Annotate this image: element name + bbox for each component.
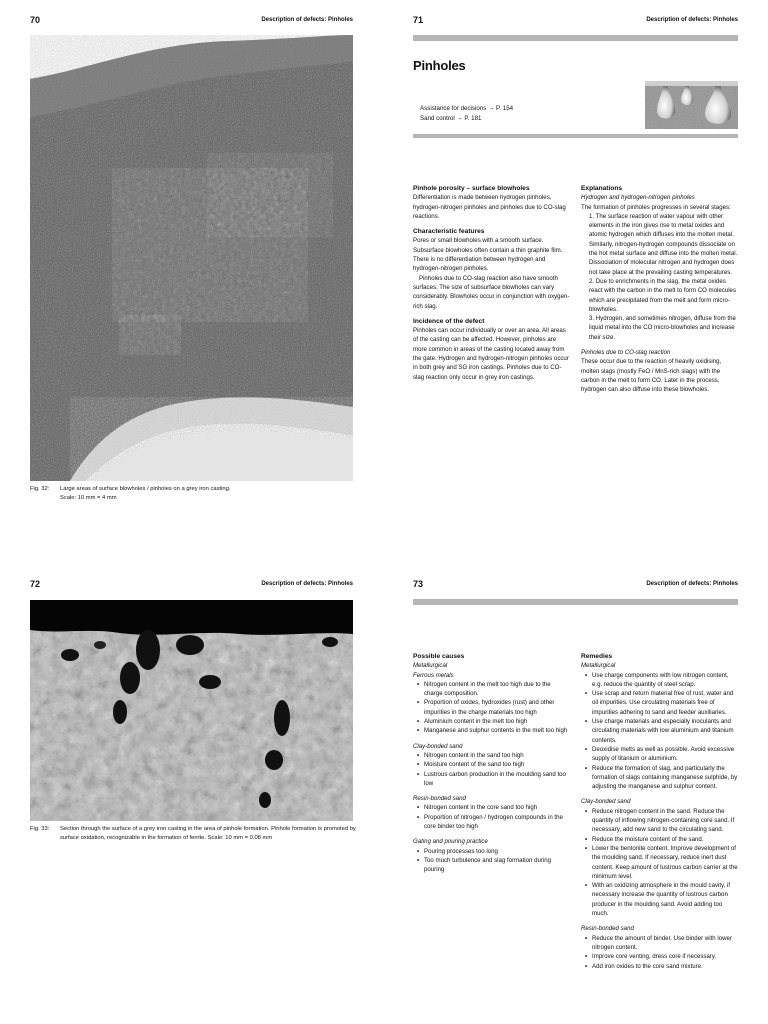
- list-item: • Lower the bentonite content. Improve development of the moulding sand. If necessary, reduce inert dust content. Keep amount of lustrous carbon carrier at the minimum level.: [592, 844, 738, 881]
- paragraph: Pinholes can occur individually or over an area. All areas of the casting can be affected. However, pinholes are more common in areas of the casting located away from the gate. Hydrogen and hydrogen-nitrogen pinholes occur in both grey and SG iron castings. Pinholes due to CO-slag reaction only occur in grey iron castings.: [413, 327, 569, 381]
- figure-32-photo: [30, 35, 353, 481]
- list-item: • Add iron oxides to the core sand mixture.: [592, 962, 738, 971]
- list-item: • Lustrous carbon production in the moulding sand too low: [424, 770, 570, 789]
- pinhole-porosity-column: [413, 184, 570, 382]
- figure-label: Fig. 33:: [30, 826, 50, 832]
- list-item: • Too much turbulence and slag formation during pouring: [424, 856, 570, 875]
- list-item: 2. Due to enrichments in the slag, the metal oxides react with the carbon in the melt to form CO molecules which are precipitated from the melt and form micro-blowholes.: [589, 277, 736, 313]
- running-head: Description of defects: Pinholes: [261, 17, 353, 23]
- list-item: • Nitrogen content in the melt too high due to the charge composition.: [424, 680, 570, 699]
- bullet-list: [581, 671, 738, 792]
- subheading: Hydrogen and hydrogen-nitrogen pinholes: [581, 194, 695, 202]
- subheading: Resin-bonded sand: [413, 795, 466, 803]
- list-item: • Moisture content of the sand too high: [424, 760, 570, 769]
- figure-32-caption: [30, 485, 360, 503]
- list-item: • Proportion of oxides, hydroxides (rust) and other impurities in the charge materials too high: [424, 698, 570, 717]
- list-item: • Use scrap and return material free of rust, water and oil impurities. Use circulating materials free of impurities adhering to sand and feeder auxiliaries.: [592, 689, 738, 717]
- list-item: • Aluminium content in the melt too high: [424, 717, 570, 726]
- list-item: 1. The surface reaction of water vapour with other elements in the iron gives rise to metal oxides and atomic hydrogen which diffuses into the molten metal. Similarly, nitrogen-hydrogen compounds dissociate on the hot metal surface and diffuse into the molten metal. Dissociation of molecular nitrogen and hydrogen does not take place at the prevailing casting temperatures.: [589, 212, 738, 276]
- bullet-list: [581, 934, 738, 971]
- list-item: • Nitrogen content in the core sand too high: [424, 803, 570, 812]
- section-heading: Pinhole porosity – surface blowholes: [413, 185, 530, 192]
- bullet-list: [413, 751, 570, 788]
- subheading: Pinholes due to CO-slag reaction: [581, 349, 671, 357]
- header-bar: [413, 35, 738, 41]
- bullet-list: [413, 803, 570, 831]
- figure-33-micrograph: [30, 600, 353, 821]
- running-head: Description of defects: Pinholes: [261, 581, 353, 587]
- explanations-column: [581, 184, 738, 395]
- list-item: • Manganese and sulphur contents in the melt too high: [424, 726, 570, 735]
- paragraph: Differentiation is made between hydrogen pinholes, hydrogen-nitrogen pinholes and pinholes due to CO-slag reactions.: [413, 194, 566, 220]
- paragraph: Pores or small blowholes with a smooth surface. Subsurface blowholes often contain a thin graphite film. There is no differentiation between hydrogen and hydrogen-nitrogen pinholes.: [413, 237, 563, 273]
- page-number: 72: [30, 579, 41, 589]
- bullet-list: [413, 680, 570, 736]
- running-head: Description of defects: Pinholes: [646, 581, 738, 587]
- subheading: Metallurgical: [581, 662, 616, 670]
- section-heading: Incidence of the defect: [413, 317, 485, 325]
- page-title: Pinholes: [413, 58, 466, 73]
- subheading: Clay-bonded sand: [413, 742, 463, 750]
- figure-33-caption: [30, 825, 375, 843]
- subheading: Gating and pouring practice: [413, 838, 488, 846]
- header-bar: [413, 599, 738, 605]
- page-number: 73: [413, 579, 424, 589]
- list-item: • Pouring processes too long: [424, 847, 570, 856]
- list-item: • Reduce nitrogen content in the sand. Reduce the quantity of inflowing nitrogen-containing core sand. If necessary, add new sand to the circulating sand.: [592, 807, 738, 835]
- list-item: • Use charge materials and especially inoculants and circulating materials with low aluminium and titanium contents.: [592, 717, 738, 745]
- section-heading: Characteristic features: [413, 228, 485, 236]
- list-item: • Reduce the formation of slag, and particularly the formation of slags containing manganese sulphide, by adjusting the manganese and sulphur content.: [592, 764, 738, 792]
- running-head: Description of defects: Pinholes: [646, 17, 738, 23]
- stage-list: [581, 212, 738, 342]
- pinhole-illustration: [645, 81, 738, 129]
- section-heading: Possible causes: [413, 653, 465, 660]
- list-item: 3. Hydrogen, and sometimes nitrogen, diffuse from the liquid metal into the CO micro-blowholes and increase their size.: [589, 315, 736, 341]
- caption-line: Scale: 10 mm = 4 mm: [60, 495, 117, 501]
- list-item: • Deoxidise melts as well as possible. Avoid excessive supply of titanium or aluminium.: [592, 745, 738, 764]
- header-bar-bottom: [413, 134, 738, 138]
- list-item: • Improve core venting, dress core if necessary.: [592, 952, 738, 961]
- paragraph: The formation of pinholes progresses in several stages:: [581, 203, 731, 211]
- list-item: • With an oxidizing atmosphere in the mould cavity, if necessary increase the quantity of lustrous carbon producer in the moulding sand. Avoid adding too much.: [592, 881, 738, 918]
- page-number: 71: [413, 15, 424, 25]
- caption-line: surface oxidation, recognizable in the formation of ferrite. Scale: 10 mm = 0.08 mm: [60, 835, 273, 841]
- cross-references: [420, 104, 620, 124]
- subheading: Clay-bonded sand: [581, 798, 631, 806]
- subheading: Resin-bonded sand: [581, 925, 634, 933]
- section-heading: Explanations: [581, 185, 623, 192]
- list-item: • Nitrogen content in the sand too high: [424, 751, 570, 760]
- figure-label: Fig. 32:: [30, 486, 50, 492]
- page-number: 70: [30, 15, 41, 25]
- list-item: • Reduce the moisture content of the sand.: [592, 835, 738, 844]
- caption-line: Large areas of surface blowholes / pinholes on a grey iron casting.: [60, 486, 231, 492]
- subheading: Ferrous metals: [413, 671, 454, 679]
- list-item: • Reduce the amount of binder. Use binder with lower nitrogen content.: [592, 934, 738, 953]
- section-heading: Remedies: [581, 653, 613, 660]
- bullet-list: [581, 807, 738, 919]
- paragraph: Pinholes due to CO-slag reaction also have smooth surfaces. The size of subsurface blowholes can vary considerably. Blowholes occur in conjunction with oxygen-rich slag.: [413, 274, 570, 310]
- xref-decisions[interactable]: Assistance for decisions → P. 154: [420, 105, 514, 112]
- possible-causes-column: [413, 652, 570, 875]
- remedies-column: [581, 652, 738, 1022]
- bullet-list: [413, 847, 570, 875]
- paragraph: These occur due to the reaction of heavily oxidising, molten slags (mostly FeO / MnS-rich slags) with the carbon in the melt to form CO. Later in the process, hydrogen can also diffuse into these blowholes.: [581, 358, 722, 394]
- subheading: Metallurgical: [413, 662, 448, 670]
- list-item: • Use charge components with low nitrogen content, e.g. reduce the quantity of steel scrap.: [592, 671, 738, 690]
- list-item: • Proportion of nitrogen / hydrogen compounds in the core binder too high: [424, 813, 570, 832]
- xref-sand-control[interactable]: Sand control → P. 181: [420, 115, 482, 122]
- caption-line: Section through the surface of a grey iron casting in the area of pinhole formation. Pinhole formation is promoted by: [60, 826, 356, 832]
